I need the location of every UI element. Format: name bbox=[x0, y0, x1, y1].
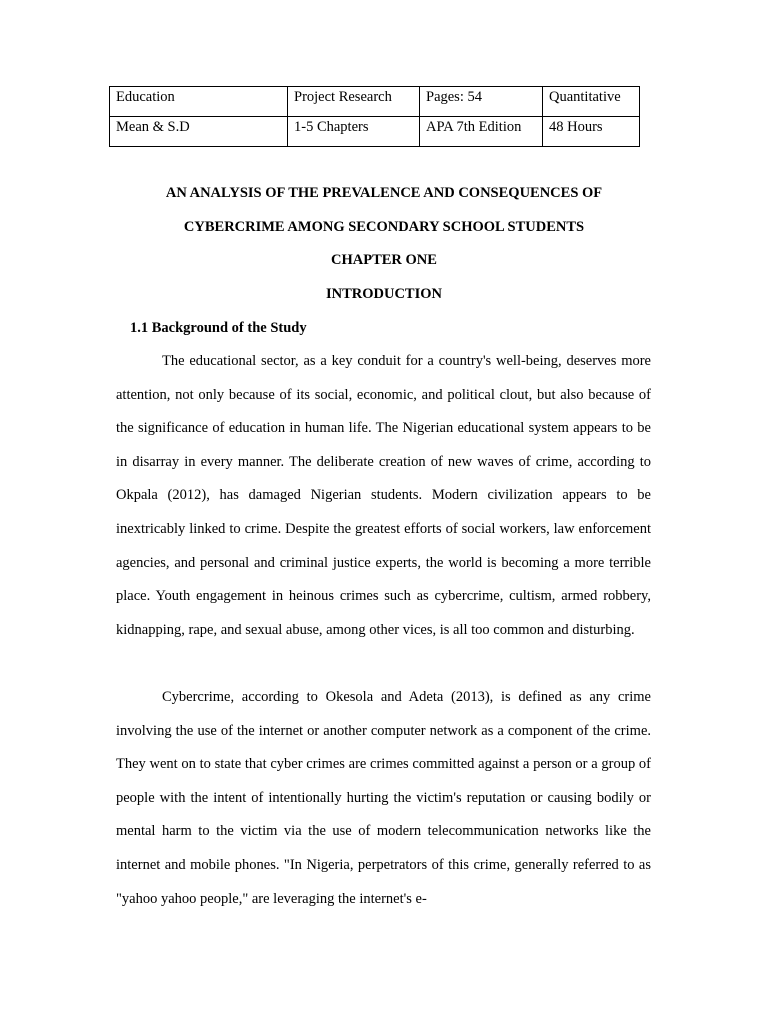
table-cell-chapters: 1-5 Chapters bbox=[288, 117, 420, 147]
table-cell-subject: Education bbox=[110, 87, 288, 117]
table-cell-type: Project Research bbox=[288, 87, 420, 117]
project-info-table bbox=[109, 86, 640, 147]
section-heading: INTRODUCTION bbox=[325, 286, 442, 302]
table-cell-delivery: 48 Hours bbox=[543, 117, 640, 147]
table-cell-style: APA 7th Edition bbox=[420, 117, 543, 147]
chapter-heading: CHAPTER ONE bbox=[331, 252, 437, 268]
body-paragraph bbox=[116, 681, 651, 916]
paragraph-text: Cybercrime, according to Okesola and Adeta (2013), is defined as any crime involving the use of the internet or another computer network as a component of the crime. They went on to state that cyber crimes are crimes committed against a person or a group of people with the intent of intentionally hurting the victim's reputation or causing bodily or mental harm to the victim via the use of modern telecommunication networks like the internet and mobile phones. "In Nigeria, perpetrators of this crime, generally referred to as "yahoo yahoo people," are leveraging the internet's e- bbox=[116, 689, 651, 907]
body-paragraph bbox=[116, 345, 651, 647]
paragraph-text: The educational sector, as a key conduit for a country's well-being, deserves more attention, not only because of its social, economic, and political clout, but also because of the significance of education in human life. The Nigerian educational system appears to be in disarray in every manner. The deliberate creation of new waves of crime, according to Okpala (2012), has damaged Nigerian students. Modern civilization appears to be inextricably linked to crime. Despite the greatest efforts of social workers, law enforcement agencies, and personal and criminal justice experts, the world is becoming a more terrible place. Youth engagement in heinous crimes such as cybercrime, cultism, armed robbery, kidnapping, rape, and sexual abuse, among other vices, is all too common and disturbing. bbox=[116, 353, 651, 638]
document-title-line-1: AN ANALYSIS OF THE PREVALENCE AND CONSEQUENCES OF bbox=[165, 185, 603, 201]
table-row bbox=[110, 117, 640, 147]
table-cell-pages: Pages: 54 bbox=[420, 87, 543, 117]
table-row bbox=[110, 87, 640, 117]
table-cell-method: Quantitative bbox=[543, 87, 640, 117]
subsection-heading: 1.1 Background of the Study bbox=[130, 320, 307, 336]
document-title-line-2: CYBERCRIME AMONG SECONDARY SCHOOL STUDENTS bbox=[183, 219, 585, 235]
table-cell-analysis: Mean & S.D bbox=[110, 117, 288, 147]
